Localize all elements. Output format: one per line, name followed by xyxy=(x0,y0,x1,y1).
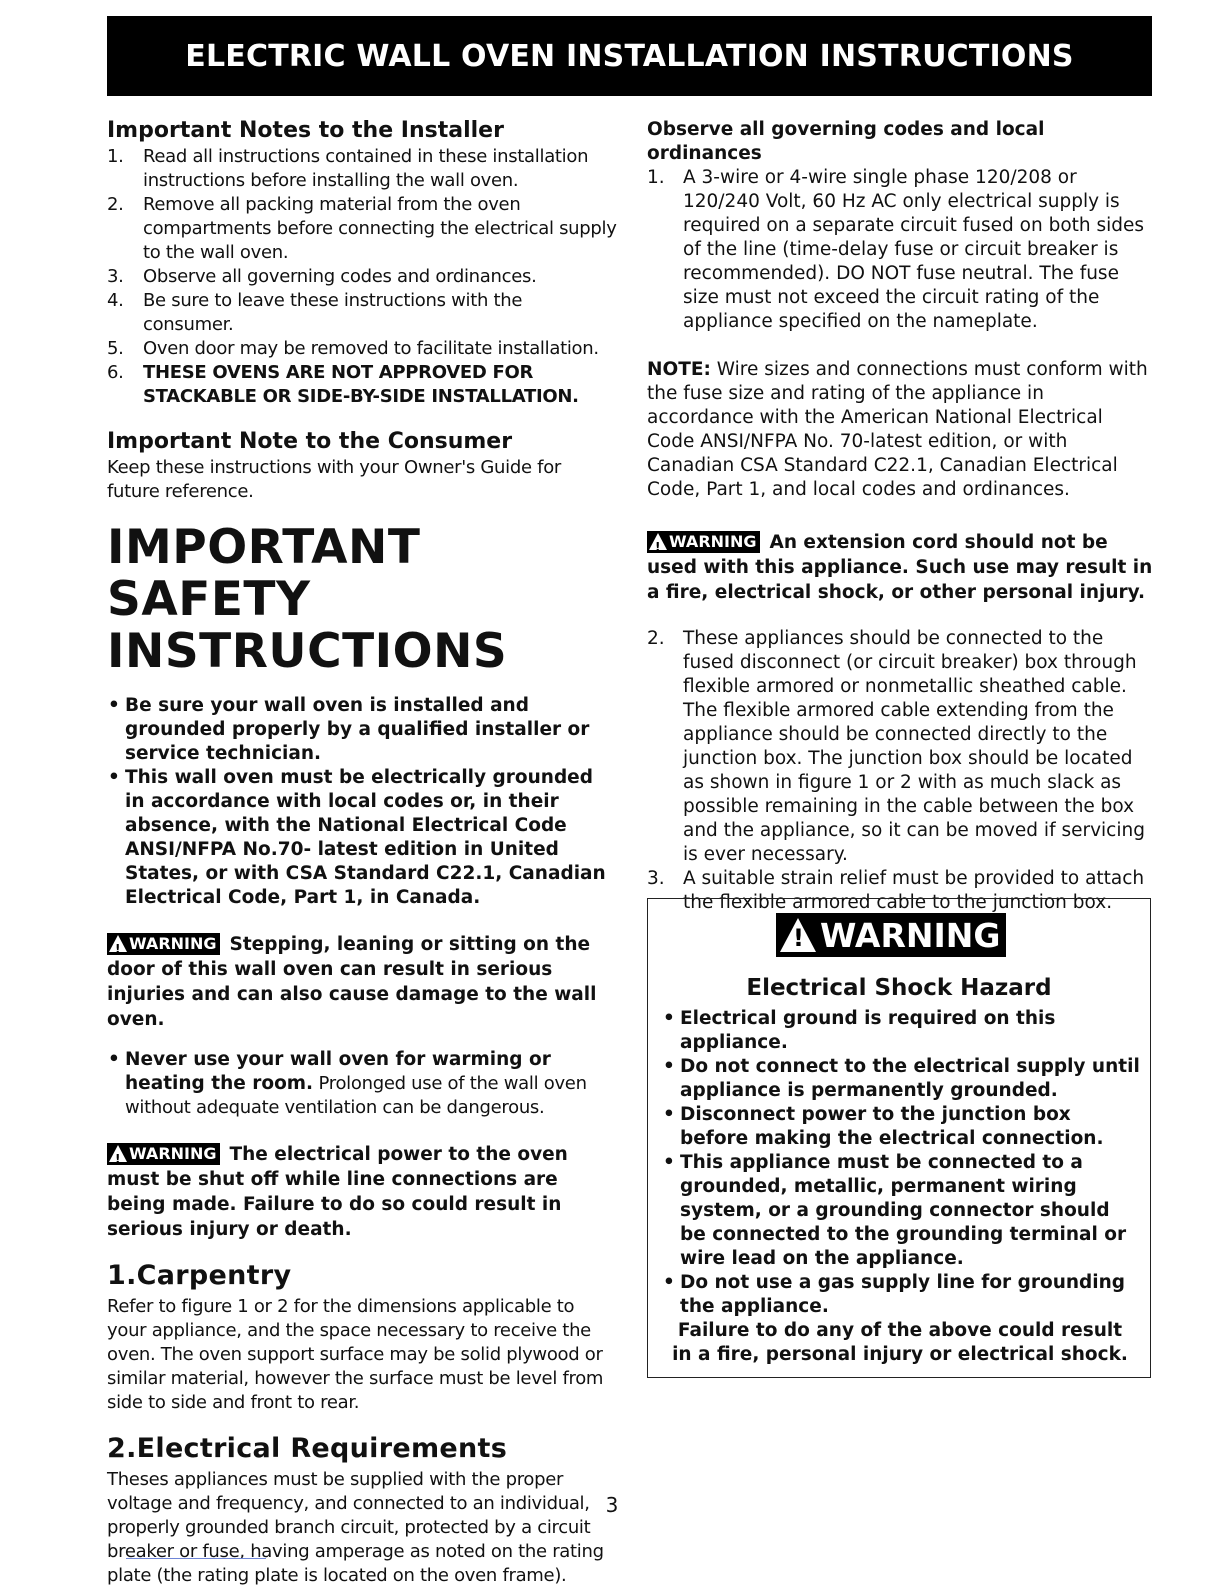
list-item: 4. Be sure to leave these instructions with the consumer. xyxy=(107,290,523,335)
warning-triangle-icon xyxy=(109,935,127,952)
consumer-text: Keep these instructions with your Owner's Guide for future reference. xyxy=(107,457,562,502)
warning-badge: ! WARNING xyxy=(107,1143,220,1165)
installer-list xyxy=(107,145,617,409)
warning-badge: ! WARNING xyxy=(107,933,220,955)
list-item: • Do not connect to the electrical supply until appliance is permanently grounded. xyxy=(663,1056,1140,1101)
list-item: • This appliance must be connected to a grounded, metallic, permanent wiring system, or a grounding connector should be connected to the grounding terminal or wire lead on the appliance. xyxy=(663,1152,1127,1269)
shock-hazard-box xyxy=(647,898,1151,1378)
list-item: 6. THESE OVENS ARE NOT APPROVED FOR STACKABLE OR SIDE-BY-SIDE INSTALLATION. xyxy=(107,362,579,407)
list-item: • Never use your wall oven for warming or heating the room. Prolonged use of the wall oven without adequate ventilation can be dangerous. xyxy=(108,1049,587,1118)
list-item: • Disconnect power to the junction box before making the electrical connection. xyxy=(663,1104,1104,1149)
codes-list-2 xyxy=(647,627,1153,915)
hazard-footer: Failure to do any of the above could result in a fire, personal injury or electrical shock. xyxy=(672,1320,1128,1365)
hazard-bullets xyxy=(662,1007,1140,1319)
right-column xyxy=(647,118,1153,915)
list-item: 2. Remove all packing material from the oven compartments before connecting the electrical supply to the wall oven. xyxy=(107,194,617,263)
warning-badge: ! WARNING xyxy=(647,531,760,553)
list-item: • This wall oven must be electrically grounded in accordance with local codes or, in their absence, with the National Electrical Code ANSI/NFPA No.70- latest edition in United States, or with CSA Standard C22.1, Canadian Electrical Code, Part 1, in Canada. xyxy=(108,767,606,908)
list-item: 3. A suitable strain relief must be provided to attach the flexible armored cable to the junction box. xyxy=(647,868,1145,913)
safety-heading: IMPORTANT SAFETY INSTRUCTIONS xyxy=(107,520,508,679)
list-item: 1. A 3-wire or 4-wire single phase 120/208 or 120/240 Volt, 60 Hz AC only electrical supply is required on a separate circuit fused on both sides of the line (time-delay fuse or circuit breaker is recommended). DO NOT fuse neutral. The fuse size must not exceed the circuit rating of the appliance specified on the nameplate. xyxy=(647,167,1145,332)
consumer-heading: Important Note to the Consumer xyxy=(107,429,513,454)
note-paragraph: NOTE: Wire sizes and connections must conform with the fuse size and rating of the appliance in accordance with the American National Electrical Code ANSI/NFPA No. 70-latest edition, or with Canadian CSA Standard C22.1, Canadian Electrical Code, Part 1, and local codes and ordinances. xyxy=(647,359,1148,500)
electrical-text: Theses appliances must be supplied with the proper voltage and frequency, and connected to an individual, properly grounded branch circuit, protected by a circuit breaker or fuse, having amperage as noted on the rating plate (the rating plate is located on the oven frame). xyxy=(107,1469,604,1586)
list-item: • Do not use a gas supply line for grounding the appliance. xyxy=(663,1272,1126,1317)
page-banner: ELECTRIC WALL OVEN INSTALLATION INSTRUCTIONS xyxy=(107,16,1152,96)
electrical-heading: 2.Electrical Requirements xyxy=(107,1433,508,1464)
carpentry-text: Refer to figure 1 or 2 for the dimensions applicable to your appliance, and the space necessary to receive the oven. The oven support surface may be solid plywood or similar material, however the surface must be level from side to side and front to rear. xyxy=(107,1296,604,1413)
hazard-title: Electrical Shock Hazard xyxy=(746,975,1052,1001)
list-item: 5. Oven door may be removed to facilitate installation. xyxy=(107,338,599,359)
warning-triangle-icon xyxy=(109,1145,127,1162)
list-item: • Be sure your wall oven is installed and grounded properly by a qualified installer or service technician. xyxy=(108,695,590,764)
safety-bullets xyxy=(107,694,617,910)
list-item: 2. These appliances should be connected to the fused disconnect (or circuit breaker) box through flexible armored or nonmetallic sheathed cable. The flexible armored cable extending from the appliance should be connected directly to the junction box. The junction box should be located as shown in figure 1 or 2 with as much slack as possible remaining in the cable between the box and the appliance, so it can be moved if servicing is ever necessary. xyxy=(647,628,1145,865)
carpentry-heading: 1.Carpentry xyxy=(107,1260,292,1291)
warning-power: ! WARNING The electrical power to the oven must be shut off while line connections are being made. Failure to do so could result in serious injury or death. xyxy=(107,1142,617,1242)
codes-heading: Observe all governing codes and local ordinances xyxy=(647,119,1045,164)
page-number: 3 xyxy=(605,1493,619,1517)
footer-rule xyxy=(126,1558,266,1559)
warning-triangle-icon xyxy=(649,533,667,550)
installer-heading: Important Notes to the Installer xyxy=(107,118,504,143)
warning-stepping: ! WARNING Stepping, leaning or sitting on the door of this wall oven can result in serious injuries and can also cause damage to the wall oven. xyxy=(107,932,617,1032)
warning-banner: ! WARNING xyxy=(776,913,1006,957)
list-item: 3. Observe all governing codes and ordinances. xyxy=(107,266,537,287)
left-column xyxy=(107,118,617,1588)
codes-list xyxy=(647,166,1153,334)
warning-triangle-icon xyxy=(780,918,816,952)
list-item: 1. Read all instructions contained in these installation instructions before installing the wall oven. xyxy=(107,146,589,191)
safety-bullet-heating xyxy=(107,1048,617,1120)
warning-extension-cord: ! WARNING An extension cord should not be used with this appliance. Such use may result in a fire, electrical shock, or other personal injury. xyxy=(647,530,1153,605)
list-item: • Electrical ground is required on this appliance. xyxy=(663,1008,1056,1053)
